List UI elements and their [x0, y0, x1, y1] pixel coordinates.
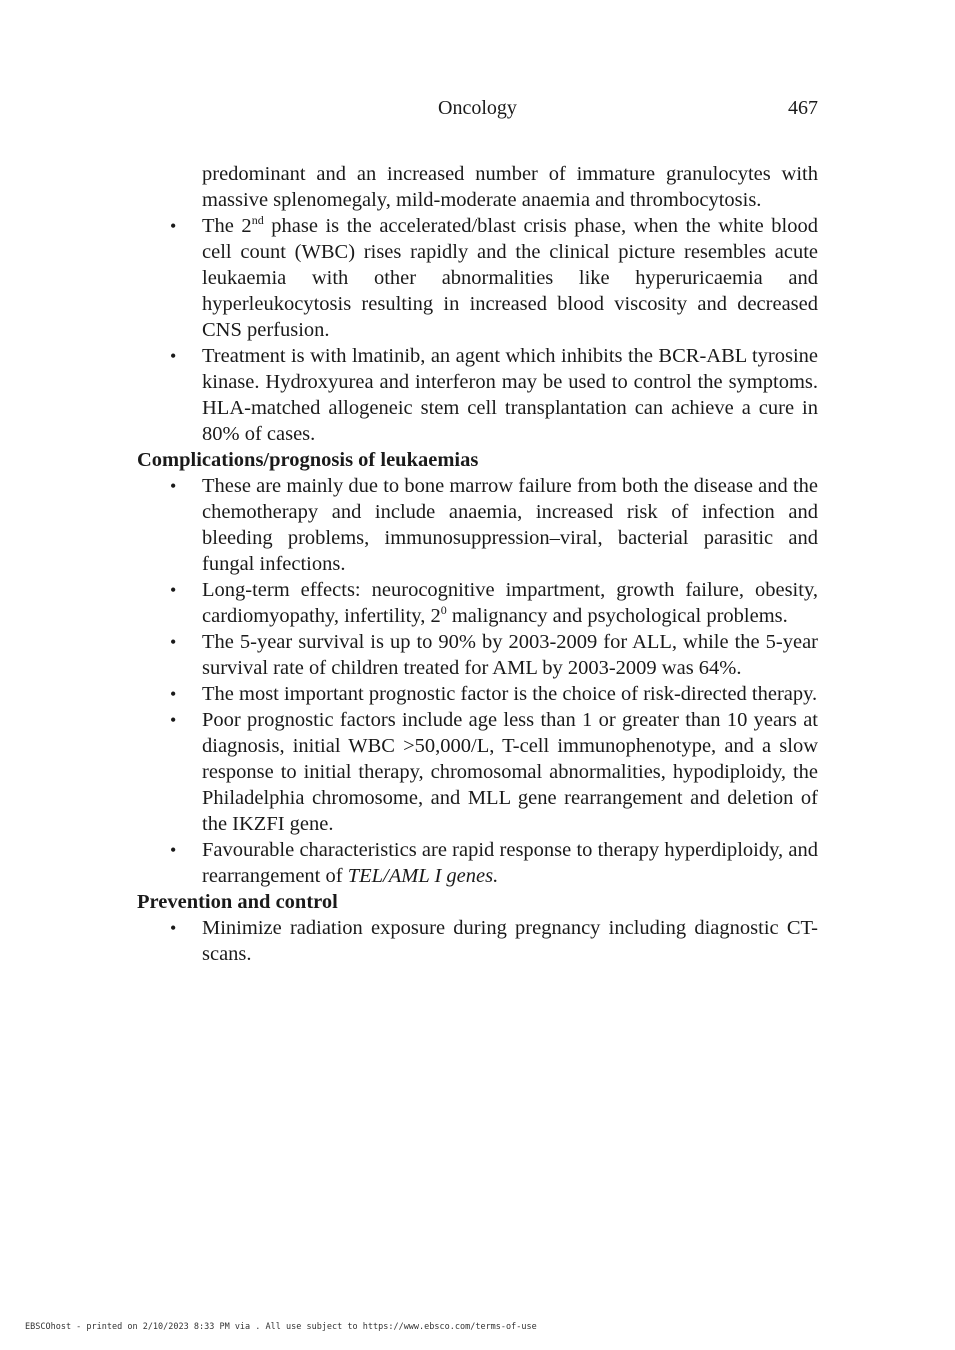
- list-item: [137, 213, 818, 343]
- bullet-icon: •: [170, 580, 177, 600]
- prevention-bullet-list: [137, 915, 818, 967]
- list-item: [137, 577, 818, 629]
- survival-text: The 5-year survival is up to 90% by 2003-2009 for ALL, while the 5-year survival rate of children treated for AML by 2003-2009 was 64%.: [202, 631, 818, 679]
- cml-bullet-list: [137, 213, 818, 447]
- list-item: [137, 473, 818, 577]
- phase-superscript: nd: [251, 213, 264, 227]
- list-item: [137, 629, 818, 681]
- complications-text-1: These are mainly due to bone marrow failure from both the disease and the chemotherapy and include anaemia, increased risk of infection and bleeding problems, immunosuppression–viral, bacterial parasitic and fungal infections.: [202, 475, 818, 575]
- continuation-paragraph: predominant and an increased number of immature granulocytes with massive splenomegaly, mild-moderate anaemia and thrombocytosis.: [202, 163, 818, 211]
- long-term-superscript: 0: [440, 603, 447, 617]
- list-item: [137, 343, 818, 447]
- favourable-text: Favourable characteristics are rapid response to therapy hyperdiploidy, and rearrangement of: [202, 839, 818, 887]
- treatment-text: Treatment is with lmatinib, an agent which inhibits the BCR-ABL tyrosine kinase. Hydroxyurea and interferon may be used to control the symptoms. HLA-matched allogeneic stem cell transplantation can achieve a cure in 80% of cases.: [202, 345, 818, 445]
- bullet-icon: •: [170, 684, 177, 704]
- running-header: [0, 97, 955, 121]
- phase-text-start: The 2: [202, 215, 252, 237]
- favourable-genes-italic: TEL/AML I genes.: [347, 865, 499, 887]
- list-item: [137, 681, 818, 707]
- list-item: [137, 915, 818, 967]
- page-number: 467: [788, 97, 818, 119]
- bullet-icon: •: [170, 710, 177, 730]
- bullet-icon: •: [170, 346, 177, 366]
- prevention-text-1: Minimize radiation exposure during pregnancy including diagnostic CT-scans.: [202, 917, 818, 965]
- list-item: [137, 707, 818, 837]
- bullet-icon: •: [170, 476, 177, 496]
- poor-prognostic-text: Poor prognostic factors include age less than 1 or greater than 10 years at diagnosis, initial WBC >50,000/L, T-cell immunophenotype, and a slow response to initial therapy, chromosomal abnormalities, hypodiploidy, the Philadelphia chromosome, and MLL gene rearrangement and deletion of the IKZFI gene.: [202, 709, 818, 835]
- long-term-text-start: Long-term effects: neurocognitive impartment, growth failure, obesity, cardiomyopathy, infertility, 2: [202, 579, 818, 627]
- bullet-icon: •: [170, 918, 177, 938]
- section-heading-complications: Complications/prognosis of leukaemias: [137, 449, 479, 471]
- page-body: [137, 161, 818, 967]
- complications-bullet-list: [137, 473, 818, 889]
- bullet-icon: •: [170, 632, 177, 652]
- prognostic-factor-text: The most important prognostic factor is the choice of risk-directed therapy.: [202, 683, 818, 705]
- bullet-icon: •: [170, 216, 177, 236]
- section-heading-prevention: Prevention and control: [137, 891, 338, 913]
- list-item: [137, 837, 818, 889]
- long-term-text-end: malignancy and psychological problems.: [446, 605, 788, 627]
- running-header-title: Oncology: [438, 97, 517, 119]
- print-footer: EBSCOhost - printed on 2/10/2023 8:33 PM via . All use subject to https://www.ebsco.com/terms-of-use: [25, 1322, 537, 1332]
- phase-text-end: phase is the accelerated/blast crisis phase, when the white blood cell count (WBC) rises rapidly and the clinical picture resembles acute leukaemia with other abnormalities like hyperuricaemia and hyperleukocytosis resulting in increased blood viscosity and decreased CNS perfusion.: [202, 215, 818, 341]
- bullet-icon: •: [170, 840, 177, 860]
